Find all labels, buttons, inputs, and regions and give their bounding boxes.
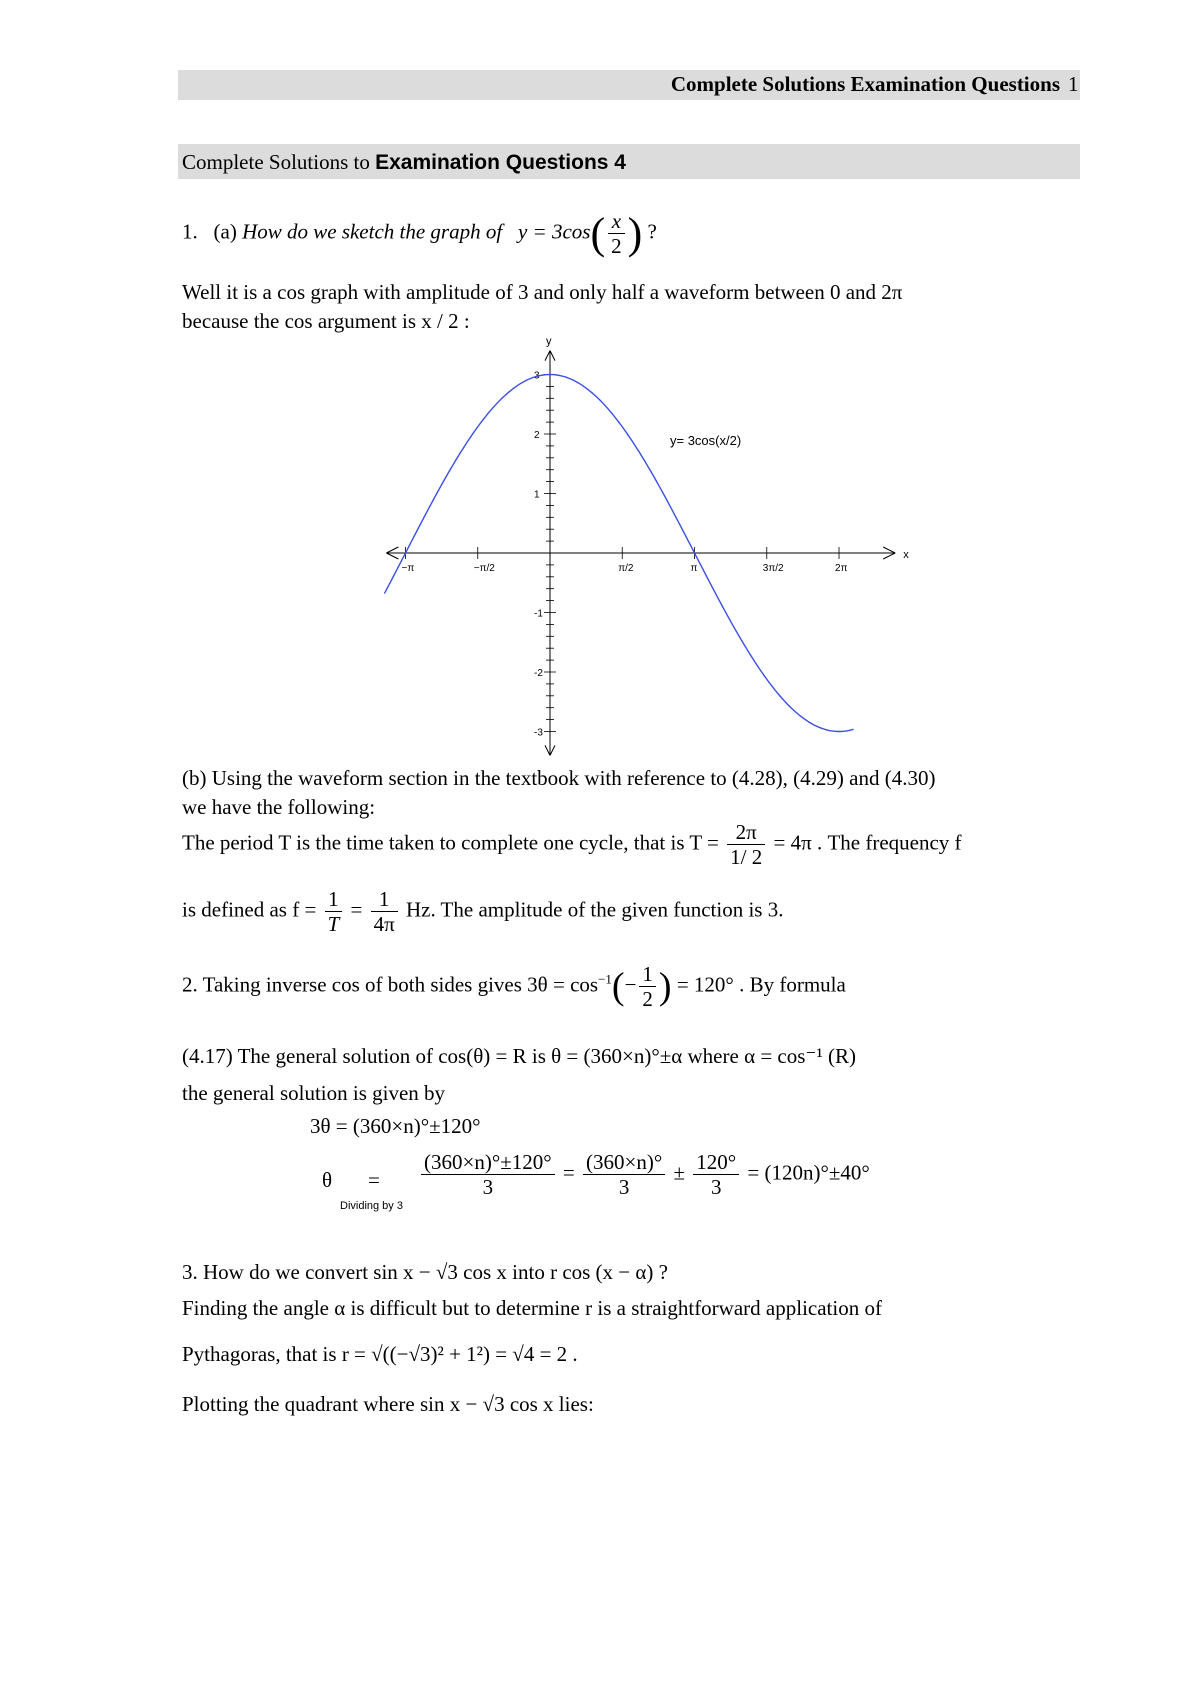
curve-annotation-text: y= 3cos(x/2): [670, 433, 742, 448]
q2-text: 2. Taking inverse cos of both sides gives 3θ = cos: [182, 972, 599, 997]
q3-line1: 3. How do we convert sin x − √3 cos x into r cos (x − α) ?: [182, 1260, 668, 1284]
q2-equals: =: [368, 1168, 380, 1192]
eq2-plus-minus: ±: [673, 1160, 686, 1185]
y-tick-label: 2: [534, 430, 540, 441]
eq2-fraction-2: $\frac{(360\times n)^\circ}{3}$: [583, 1150, 665, 1199]
q1-part-b-line2: we have the following:: [182, 795, 376, 819]
q1-question: How do we sketch the graph of: [242, 219, 503, 244]
q2-equation-2: $\frac{(360\times n)^\circ\pm 120^\circ}{3}$ = $\frac{(360\times n)^\circ}{3}$ ± $\frac{120^\circ}{3}$ = (120n)°±40°: [418, 1150, 870, 1199]
x-tick-label: −π/2: [473, 563, 495, 574]
q2-equation-1: 3θ = (360×n)°±120°: [310, 1114, 481, 1138]
freq-fraction-2: $\frac{1}{4\pi}$: [371, 887, 398, 936]
y-tick-label: -2: [534, 668, 543, 679]
q3-line3: Pythagoras, that is r = √((−√3)² + 1²) = √4 = 2 .: [182, 1342, 578, 1366]
eq2-fraction-1: $\frac{(360\times n)^\circ\pm 120^\circ}{3}$: [421, 1150, 555, 1199]
y-tick-label: -1: [534, 608, 543, 620]
period-text: The period T is the time taken to complete one cycle, that is T =: [182, 830, 719, 855]
curve-annotation: [670, 433, 741, 448]
section-heading: Examination Questions 4: [375, 151, 626, 174]
y-tick-label: -3: [534, 727, 543, 739]
q2-line3: the general solution is given by: [182, 1081, 446, 1105]
y-tick-label: 1: [534, 489, 540, 501]
q1-period-line: [182, 820, 962, 869]
y-tick-label: 3: [534, 370, 540, 382]
q1-line1: Well it is a cos graph with amplitude of 3 and only half a waveform between 0 and 2π: [182, 280, 903, 304]
header-title: Complete Solutions Examination Questions: [670, 72, 1060, 96]
q1-frequency-line: [182, 887, 783, 936]
q2-line1: 2. Taking inverse cos of both sides gives $3\theta = \cos^{-1}(-$ $\frac{1}{2}$ ) = 120° . By formula: [182, 962, 846, 1012]
q1-part-a: (a): [213, 219, 237, 244]
q2-line2: (4.17) The general solution of cos(θ) = R is θ = (360×n)°±α where α = cos⁻¹ (R): [182, 1044, 857, 1068]
q3-line2: Finding the angle α is difficult but to determine r is a straightforward application of: [182, 1296, 882, 1320]
q1-fraction: $\frac{x}{2}$: [608, 209, 625, 258]
q1-question-line: 1. (a) How do we sketch the graph of y = 3cos( $\frac{x}{2}$ ) ?: [182, 208, 657, 258]
q2-dividing-label: Dividing by 3: [340, 1200, 403, 1212]
q1-qmark: ?: [647, 219, 657, 244]
x-tick-label: 2π: [835, 563, 848, 574]
x-axis-label: x: [903, 549, 909, 561]
period-result: = 4π . The frequency f: [773, 830, 962, 855]
x-tick-label: −π: [401, 563, 415, 574]
x-tick-label: 3π/2: [762, 563, 784, 574]
section-prefix: Complete Solutions to: [182, 150, 370, 174]
eq2-result: = (120n)°±40°: [747, 1160, 870, 1185]
q2-neg: −: [624, 972, 637, 997]
y-axis-label: y: [546, 335, 552, 348]
q3-line4: Plotting the quadrant where sin x − √3 cos x lies:: [182, 1392, 594, 1416]
page-number: 1: [1068, 72, 1079, 96]
section-title: [182, 150, 626, 175]
q1-line2: because the cos argument is x / 2 :: [182, 309, 470, 333]
q1-expr-lhs: y = 3cos: [517, 219, 591, 244]
graph-ticks: [401, 371, 847, 739]
freq-result: Hz. The amplitude of the given function is 3.: [405, 897, 784, 922]
q2-inverse-sup: −1: [598, 971, 612, 987]
x-tick-label: π: [690, 563, 698, 574]
q2-result: = 120° . By formula: [676, 972, 846, 997]
q2-fraction: $\frac{1}{2}$: [639, 962, 656, 1011]
freq-equals: =: [350, 897, 363, 922]
freq-text: is defined as f =: [182, 897, 317, 922]
eq2-fraction-3: $\frac{120^\circ}{3}$: [693, 1150, 739, 1199]
q1-part-b-line1: (b) Using the waveform section in the textbook with reference to (4.28), (4.29) and (4.30): [182, 766, 936, 790]
freq-fraction-1: $\frac{1}{T}$: [325, 887, 343, 936]
period-fraction: $\frac{2\pi}{1/ 2}$: [727, 820, 765, 869]
graph-axes: [386, 336, 909, 756]
cosine-graph: [370, 335, 909, 765]
q2-theta: θ: [322, 1168, 333, 1192]
x-tick-label: π/2: [618, 563, 634, 574]
q1-number: 1.: [182, 219, 198, 244]
